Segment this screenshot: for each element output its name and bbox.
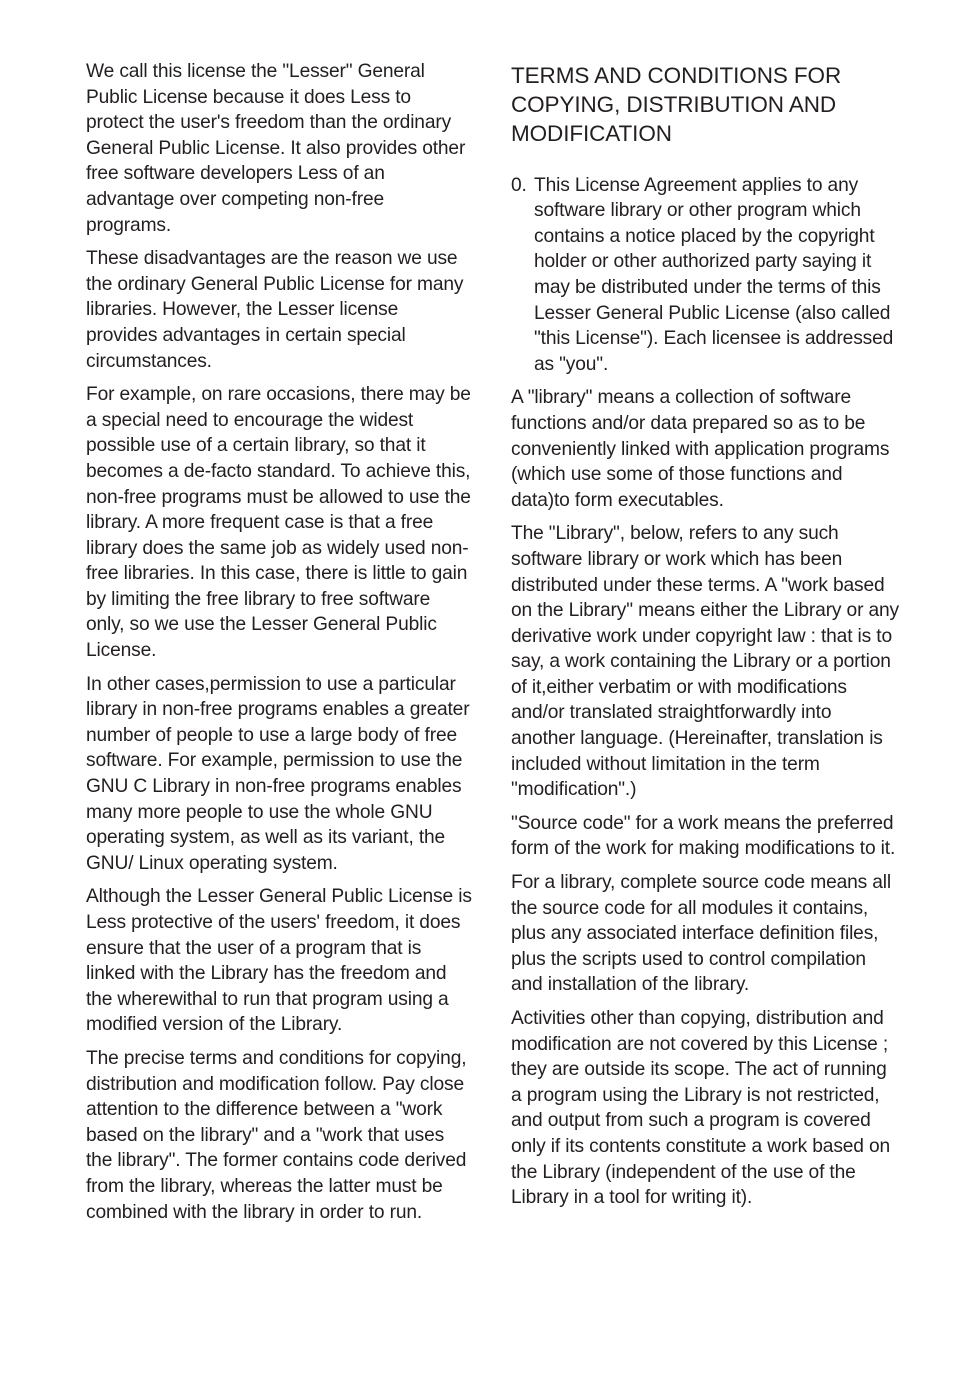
paragraph-precise-terms: The precise terms and conditions for copying, distribution and modification follow. Pay close attention to the difference between a "work based on the library" and a "work that uses the library". The former contains code derived from the library, whereas the latter must be combined with the library in order to run.: [86, 1047, 467, 1223]
paragraph-rare-occasions: For example, on rare occasions, there may be a special need to encourage the widest possible use of a certain library, so that it becomes a de-facto standard. To achieve this, non-free programs must be allowed to use the library. A more frequent case is that a free library does the same job as widely used non-free libraries. In this case, there is little to gain by limiting the free library to free software only, so we use the Lesser General Public License.: [86, 384, 471, 662]
paragraph-source-code: "Source code" for a work means the preferred form of the work for making modifications to it.: [511, 812, 896, 860]
left-column: [86, 59, 472, 1233]
item-number: 0.: [511, 174, 527, 196]
right-column: [511, 59, 899, 1219]
paragraph-lesser-license-intro: We call this license the "Lesser" General Public License because it does Less to protect the user's freedom than the ordinary General Public License. It also provides other free software developers Less of an advantage over competing non-free programs.: [86, 61, 466, 236]
item-text: This License Agreement applies to any software library or other program which contains a notice placed by the copyright holder or other authorized party saying it may be distributed under the terms of this Lesser General Public License (also called "this License"). Each licensee is addressed as "you".: [534, 174, 894, 375]
paragraph-the-library: The "Library", below, refers to any such software library or work which has been distributed under these terms. A "work based on the Library" means either the Library or any derivative work under copyright law : that is to say, a work containing the Library or a portion of it,either verbatim or with modifications and/or translated straightforwardly into another language. (Hereinafter, translation is included without limitation in the term "modification".): [511, 523, 899, 801]
paragraph-other-cases: In other cases,permission to use a particular library in non-free programs enables a greater number of people to use a large body of free software. For example, permission to use the GNU C Library in non-free programs enables many more people to use the whole GNU operating system, as well as its variant, the GNU/ Linux operating system.: [86, 673, 470, 874]
paragraph-activities: Activities other than copying, distribution and modification are not covered by this License ; they are outside its scope. The act of running a program using the Library is not restricted, and output from such a program is covered only if its contents constitute a work based on the Library (independent of the use of the Library in a tool for writing it).: [511, 1008, 891, 1209]
section-heading: TERMS AND CONDITIONS FOR COPYING, DISTRIBUTION AND MODIFICATION: [511, 63, 842, 147]
paragraph-library-definition: A "library" means a collection of software functions and/or data prepared so as to be conveniently linked with application programs (which use some of those functions and data)to form executables.: [511, 387, 890, 511]
paragraph-disadvantages: These disadvantages are the reason we use the ordinary General Public License for many libraries. However, the Lesser license provides advantages in certain special circumstances.: [86, 248, 464, 372]
paragraph-less-protective: Although the Lesser General Public License is Less protective of the users' freedom, it does ensure that the user of a program that is linked with the Library has the freedom and the wherewithal to run that program using a modified version of the Library.: [86, 886, 472, 1036]
numbered-item-0: [511, 173, 899, 378]
paragraph-complete-source-code: For a library, complete source code means all the source code for all modules it contains, plus any associated interface definition files, plus the scripts used to control compilation and installation of the library.: [511, 872, 892, 996]
